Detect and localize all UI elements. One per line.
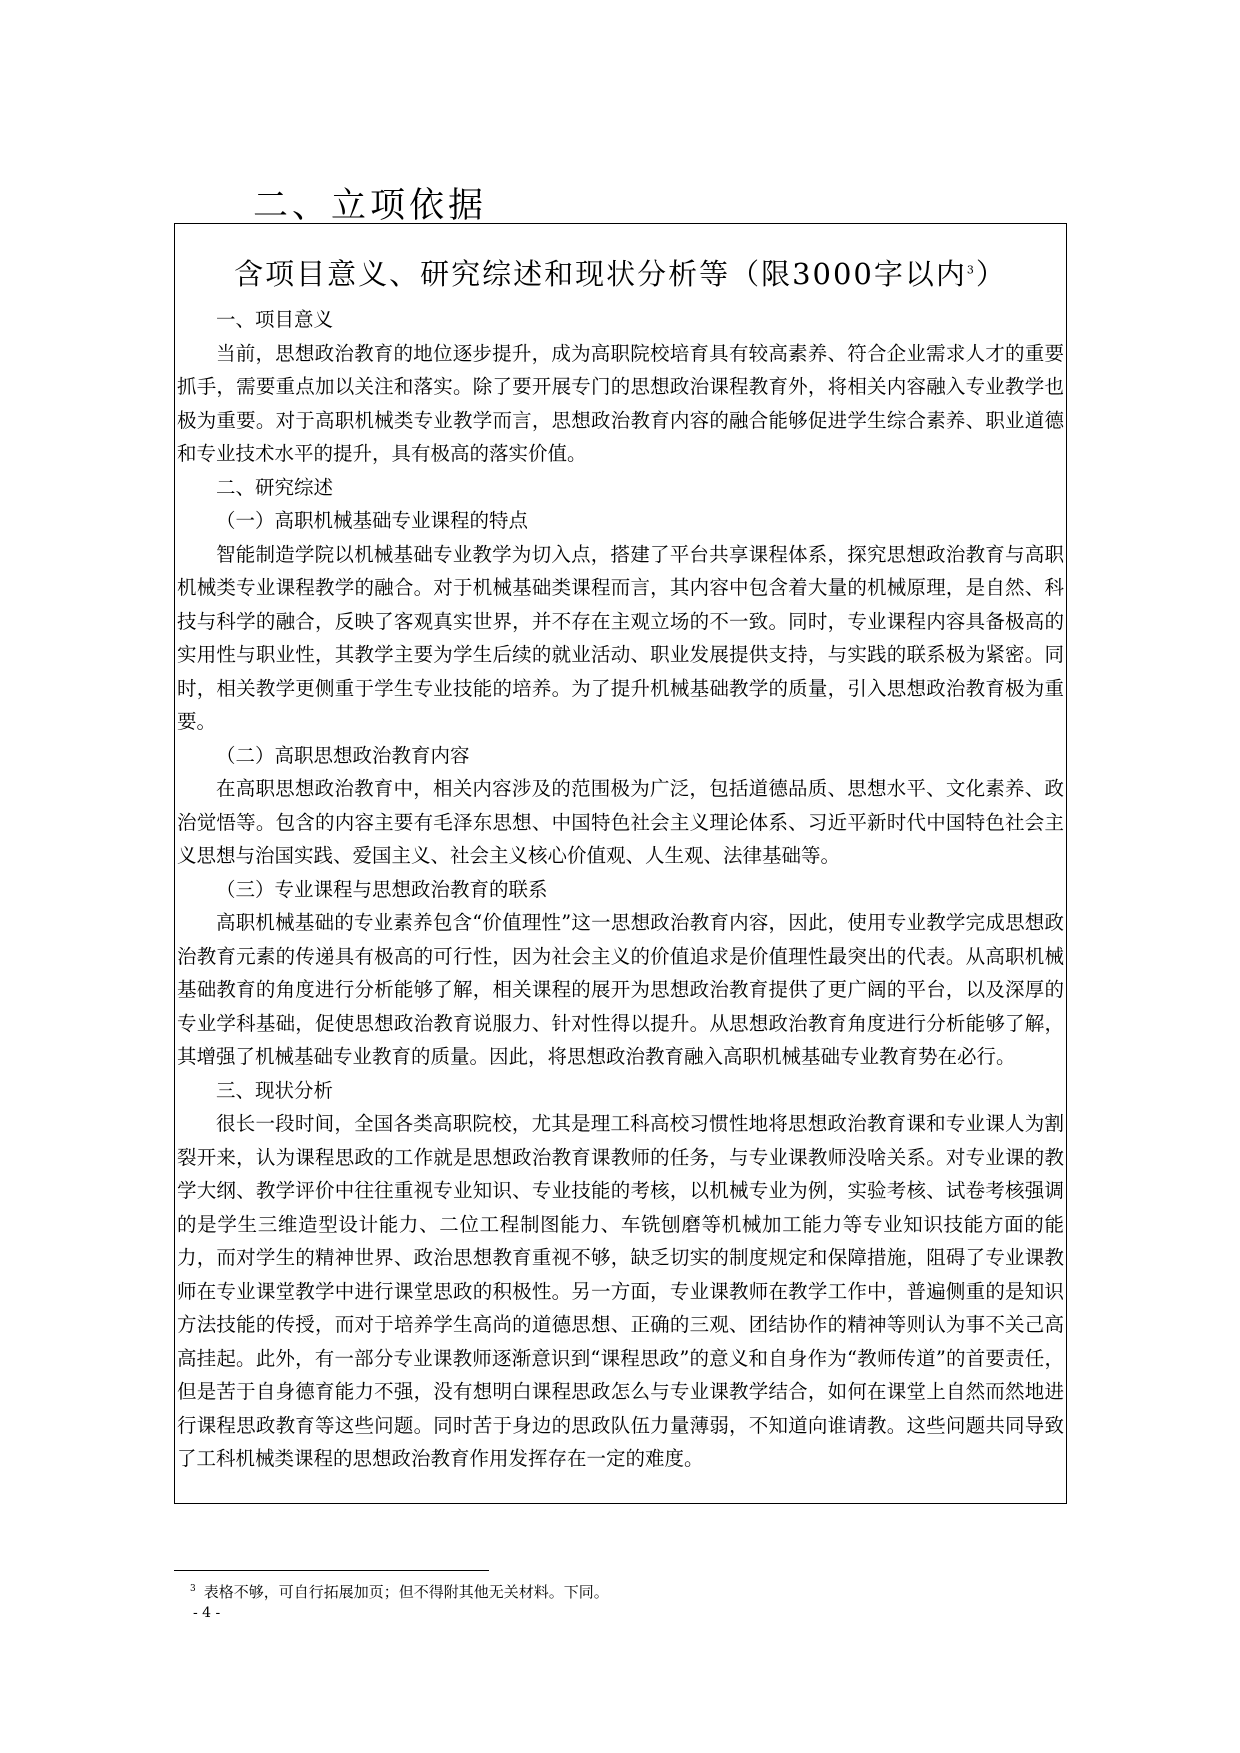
page-number: - 4 - xyxy=(193,1605,221,1621)
box-heading-text: 含项目意义、研究综述和现状分析等（限3000字以内 xyxy=(234,257,967,291)
footnote-rule xyxy=(174,1570,489,1571)
footnote-text: 表格不够，可自行拓展加页；但不得附其他无关材料。下同。 xyxy=(203,1583,609,1601)
section-title: 二、立项依据 xyxy=(253,186,488,226)
body-paragraph: 智能制造学院以机械基础专业教学为切入点，搭建了平台共享课程体系，探究思想政治教育与高职机械类专业课程教学的融合。对于机械基础类课程而言，其内容中包含着大量的机械原理，是自然、科技与科学的融合，反映了客观真实世界，并不存在主观立场的不一致。同时，专业课程内容具备极高的实用性与职业性，其教学主要为学生后续的就业活动、职业发展提供支持，与实践的联系极为紧密。同时，相关教学更侧重于学生专业技能的培养。为了提升机械基础教学的质量，引入思想政治教育极为重要。 xyxy=(177,542,1064,733)
section-heading: （二）高职思想政治教育内容 xyxy=(216,743,470,767)
box-heading-footnote-mark: 3 xyxy=(966,263,976,277)
body-paragraph: 当前，思想政治教育的地位逐步提升，成为高职院校培育具有较高素养、符合企业需求人才的重要抓手，需要重点加以关注和落实。除了要开展专门的思想政治课程教育外，将相关内容融入专业教学也极为重要。对于高职机械类专业教学而言，思想政治教育内容的融合能够促进学生综合素养、职业道德和专业技术水平的提升，具有极高的落实价值。 xyxy=(177,341,1064,465)
form-box xyxy=(174,223,1067,1504)
body-paragraph: 在高职思想政治教育中，相关内容涉及的范围极为广泛，包括道德品质、思想水平、文化素养、政治觉悟等。包含的内容主要有毛泽东思想、中国特色社会主义理论体系、习近平新时代中国特色社会主义思想与治国实践、爱国主义、社会主义核心价值观、人生观、法律基础等。 xyxy=(177,777,1064,867)
box-content xyxy=(175,303,1066,1476)
section-heading: 一、项目意义 xyxy=(216,308,334,331)
section-heading: 二、研究综述 xyxy=(216,475,334,499)
section-heading: 三、现状分析 xyxy=(216,1078,334,1102)
box-heading-close: ） xyxy=(975,257,1007,291)
footnote-mark: 3 xyxy=(190,1584,196,1594)
body-paragraph: 高职机械基础的专业素养包含“价值理性”这一思想政治教育内容，因此，使用专业教学完成思想政治教育元素的传递具有极高的可行性，因为社会主义的价值追求是价值理性最突出的代表。从高职机械基础教育的角度进行分析能够了解，相关课程的展开为思想政治教育提供了更广阔的平台，以及深厚的专业学科基础，促使思想政治教育说服力、针对性得以提升。从思想政治教育角度进行分析能够了解，其增强了机械基础专业教育的质量。因此，将思想政治教育融入高职机械基础专业教育势在必行。 xyxy=(177,911,1064,1068)
body-paragraph: 很长一段时间，全国各类高职院校，尤其是理工科高校习惯性地将思想政治教育课和专业课人为割裂开来，认为课程思政的工作就是思想政治教育课教师的任务，与专业课教师没啥关系。对专业课的教学大纲、教学评价中往往重视专业知识、专业技能的考核，以机械专业为例，实验考核、试卷考核强调的是学生三维造型设计能力、二位工程制图能力、车铣刨磨等机械加工能力等专业知识技能方面的能力，而对学生的精神世界、政治思想教育重视不够，缺乏切实的制度规定和保障措施，阻碍了专业课教师在专业课堂教学中进行课堂思政的积极性。另一方面，专业课教师在教学工作中，普遍侧重的是知识方法技能的传授，而对于培养学生高尚的道德思想、正确的三观、团结协作的精神等则认为事不关己高高挂起。此外，有一部分专业课教师逐渐意识到“课程思政”的意义和自身作为“教师传道”的首要责任，但是苦于自身德育能力不强，没有想明白课程思政怎么与专业课教学结合，如何在课堂上自然而然地进行课程思政教育等这些问题。同时苦于身边的思政队伍力量薄弱，不知道向谁请教。这些问题共同导致了工科机械类课程的思想政治教育作用发挥存在一定的难度。 xyxy=(177,1112,1064,1470)
box-heading xyxy=(175,252,1066,293)
section-heading: （一）高职机械基础专业课程的特点 xyxy=(216,509,529,532)
footnote xyxy=(190,1581,609,1602)
section-heading: （三）专业课程与思想政治教育的联系 xyxy=(216,877,548,901)
